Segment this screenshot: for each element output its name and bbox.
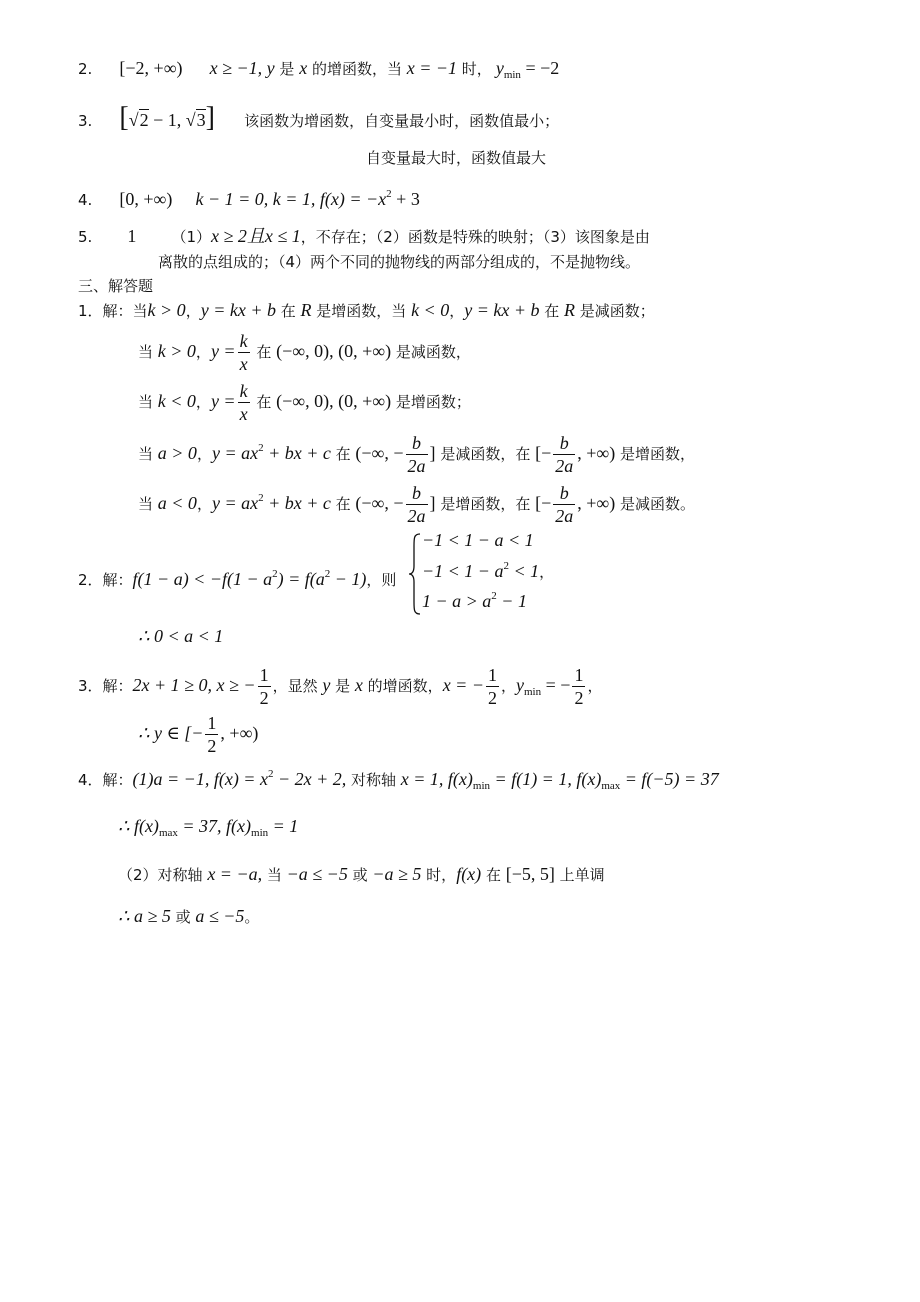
text: 当: [138, 393, 158, 411]
subscript: min: [524, 686, 542, 698]
text: ，显然: [272, 677, 323, 695]
text: 是: [330, 677, 355, 695]
section-title: 三、解答题: [78, 277, 154, 295]
math-text: a ≤ −5: [195, 906, 245, 926]
item-4: [78, 182, 420, 212]
math-text: f(1 − a) < −f(1 − a: [132, 569, 273, 589]
math-text: x = 1, f(x): [400, 769, 473, 789]
text: 时，: [457, 60, 492, 78]
math-text: x = −: [442, 675, 484, 695]
subscript: min: [251, 827, 269, 839]
math-text: (−∞, 0), (0, +∞): [276, 341, 392, 361]
q1-line-5: [138, 482, 695, 527]
question-number: 3．解：: [78, 677, 133, 695]
math-text: ∴ f(x): [118, 816, 159, 836]
answer: 1: [127, 226, 137, 246]
text: 当: [138, 445, 158, 463]
math-text: ]: [429, 443, 436, 463]
q4-line-3: [118, 862, 605, 887]
text: 是: [274, 60, 300, 78]
math-text: k − 1 = 0, k = 1, f(x) = −x: [195, 189, 387, 209]
q1-line-3: [138, 380, 471, 425]
q3-line: [78, 664, 602, 709]
left-bracket: [: [119, 102, 129, 133]
math-text: + bx + c: [263, 443, 331, 463]
text: 是减函数；: [575, 302, 655, 320]
text: ，: [539, 563, 555, 581]
math-text: x = −a,: [207, 864, 263, 884]
fraction: $\frac{b}{2a}$: [555, 433, 574, 476]
math-text: y =: [210, 341, 236, 361]
text: 的增函数，当: [307, 60, 407, 78]
math-text: x ≥ 2且x ≤ 1: [211, 226, 301, 246]
math-text: < 1: [508, 561, 540, 581]
superscript: 2: [258, 492, 264, 504]
text: ，: [185, 302, 201, 320]
q1-line-4: [138, 432, 695, 477]
math-text: a < 0: [157, 493, 197, 513]
math-text: x ≥ −1, y: [209, 58, 275, 78]
text: 是增函数，在: [435, 495, 536, 513]
fraction: $\frac{k}{x}$: [239, 381, 248, 424]
math-text: = f(−5) = 37: [620, 769, 719, 789]
item-number: 4.: [78, 191, 93, 209]
math-text: − 1): [330, 569, 367, 589]
math-text: y = ax: [211, 493, 259, 513]
math-text: [−5, 5]: [505, 864, 555, 884]
text: 自变量最大时，函数值最大: [366, 149, 547, 167]
math-text: − 1: [496, 591, 527, 611]
item-number: 2.: [78, 60, 93, 78]
math-text: , +∞): [577, 493, 616, 513]
item-number: 3.: [78, 112, 93, 130]
math-text: ∴ y ∈ [−: [138, 723, 204, 743]
text: 离散的点组成的；（4）两个不同的抛物线的两部分组成的，不是抛物线。: [158, 253, 641, 271]
fraction: $\frac{1}{2}$: [487, 665, 497, 708]
q3-conclusion: [138, 712, 258, 757]
math-text: = f(1) = 1, f(x): [490, 769, 602, 789]
text: 当: [138, 495, 158, 513]
right-bracket: ]: [205, 102, 215, 133]
math-text: y = kx + b: [200, 300, 276, 320]
math-text: = −: [541, 675, 571, 695]
condition-1: −1 < 1 − a < 1: [422, 530, 534, 550]
text: 当: [138, 343, 158, 361]
math-text: ∴ a ≥ 5: [118, 906, 171, 926]
superscript: 2: [267, 768, 274, 780]
sqrt-icon: √: [128, 110, 139, 130]
math-text: k > 0: [147, 300, 186, 320]
item-2: [78, 56, 559, 87]
math-text: 2: [139, 110, 149, 130]
subscript: max: [601, 780, 621, 792]
math-text: y =: [210, 391, 236, 411]
fraction: $\frac{k}{x}$: [239, 331, 248, 374]
math-text: = −2: [520, 58, 560, 78]
fraction: $\frac{b}{2a}$: [407, 483, 426, 526]
text: 的增函数，: [362, 677, 443, 695]
text: ，: [195, 393, 211, 411]
math-text: , +∞): [577, 443, 616, 463]
math-text: y = ax: [211, 443, 259, 463]
text: 是减函数，: [391, 343, 471, 361]
subscript: max: [158, 827, 178, 839]
sqrt-icon: √: [185, 110, 196, 130]
subscript: min: [503, 69, 521, 81]
text: 在: [481, 866, 506, 884]
math-text: k > 0: [157, 341, 196, 361]
math-text: = 1: [268, 816, 299, 836]
superscript: 2: [258, 442, 264, 454]
condition-system: [408, 530, 555, 620]
text: 是增函数，: [615, 445, 696, 463]
superscript: 2: [491, 590, 497, 602]
math-text: k < 0: [411, 300, 450, 320]
math-text: x: [299, 58, 308, 78]
q4-line-1: [78, 762, 719, 798]
q2-line: [78, 562, 396, 592]
fraction: $\frac{b}{2a}$: [555, 483, 574, 526]
superscript: 2: [272, 568, 278, 580]
math-text: , +∞): [220, 723, 259, 743]
text: ，: [196, 495, 212, 513]
text: 在: [539, 302, 565, 320]
text: ，: [449, 302, 465, 320]
text: （2）对称轴: [118, 866, 208, 884]
answer: [0, +∞): [119, 189, 173, 209]
q1-line-1: [78, 298, 655, 323]
text: （1）: [171, 228, 212, 246]
superscript: 2: [386, 188, 392, 200]
item-number: 5.: [78, 228, 93, 246]
math-text: [−: [535, 493, 552, 513]
fraction: $\frac{1}{2}$: [207, 713, 217, 756]
math-text: + 3: [391, 189, 420, 209]
text: 是减函数，在: [435, 445, 536, 463]
math-text: (−∞, −: [355, 493, 404, 513]
math-text: x: [354, 675, 363, 695]
text: ，: [195, 343, 211, 361]
math-text: R: [300, 300, 312, 320]
q4-line-2: [118, 814, 298, 845]
question-number: 2．解：: [78, 571, 133, 589]
math-text: − 1,: [148, 110, 186, 130]
math-text: R: [564, 300, 576, 320]
condition-3: 1 − a > a: [422, 591, 492, 611]
text: ，: [587, 677, 603, 695]
text: 或: [347, 866, 373, 884]
text: 时，: [421, 866, 457, 884]
math-text: f(x): [456, 864, 482, 884]
math-text: a > 0: [157, 443, 197, 463]
text: 当: [262, 866, 287, 884]
text: 在: [251, 393, 277, 411]
text: 上单调: [554, 866, 605, 884]
text: ，不存在；（2）函数是特殊的映射；（3）该图象是由: [300, 228, 650, 246]
math-text: y: [516, 675, 524, 695]
math-text: + bx + c: [263, 493, 331, 513]
math-text: y: [322, 675, 331, 695]
q4-line-4: [118, 904, 259, 929]
math-text: ]: [429, 493, 436, 513]
text: ，则: [366, 571, 397, 589]
text: 。: [244, 908, 260, 926]
math-text: ) = f(a: [277, 569, 325, 589]
math-text: 2x + 1 ≥ 0, x ≥ −: [132, 675, 256, 695]
math-text: k < 0: [157, 391, 196, 411]
math-text: −a ≤ −5: [286, 864, 348, 884]
left-brace-icon: [408, 532, 422, 616]
question-number: 4．解：: [78, 771, 133, 789]
math-text: 3: [196, 110, 206, 130]
text: 或: [170, 908, 196, 926]
text: 是增函数；: [391, 393, 471, 411]
fraction: $\frac{1}{2}$: [259, 665, 269, 708]
text: 是增函数，当: [311, 302, 412, 320]
text: ，: [500, 677, 516, 695]
text: 在: [330, 495, 356, 513]
answer: [−2, +∞): [119, 58, 183, 78]
question-number: 1．解：当: [78, 302, 148, 320]
math-text: (1)a = −1, f(x) = x: [132, 769, 268, 789]
fraction: $\frac{1}{2}$: [574, 665, 584, 708]
math-text: (−∞, −: [355, 443, 404, 463]
math-text: x = −1: [406, 58, 458, 78]
item-5: [78, 224, 650, 249]
superscript: 2: [503, 560, 509, 572]
text: ，: [196, 445, 212, 463]
math-text: = 37, f(x): [177, 816, 252, 836]
text: 在: [251, 343, 277, 361]
q2-conclusion: ∴ 0 < a < 1: [138, 626, 224, 646]
text: 该函数为增函数，自变量最小时，函数值最小；: [244, 112, 560, 130]
text: 在: [275, 302, 301, 320]
math-text: −a ≥ 5: [372, 864, 422, 884]
math-text: y: [495, 58, 504, 78]
math-text: − 2x + 2,: [273, 769, 347, 789]
text: 在: [330, 445, 356, 463]
superscript: 2: [324, 568, 331, 580]
fraction: $\frac{b}{2a}$: [407, 433, 426, 476]
subscript: min: [472, 780, 491, 792]
math-text: [−: [535, 443, 552, 463]
condition-2: −1 < 1 − a: [422, 561, 504, 581]
item-3: [78, 102, 560, 133]
math-text: (−∞, 0), (0, +∞): [276, 391, 392, 411]
q1-line-2: [138, 330, 471, 375]
text: 对称轴: [346, 771, 401, 789]
math-text: y = kx + b: [464, 300, 540, 320]
text: 是减函数。: [615, 495, 696, 513]
